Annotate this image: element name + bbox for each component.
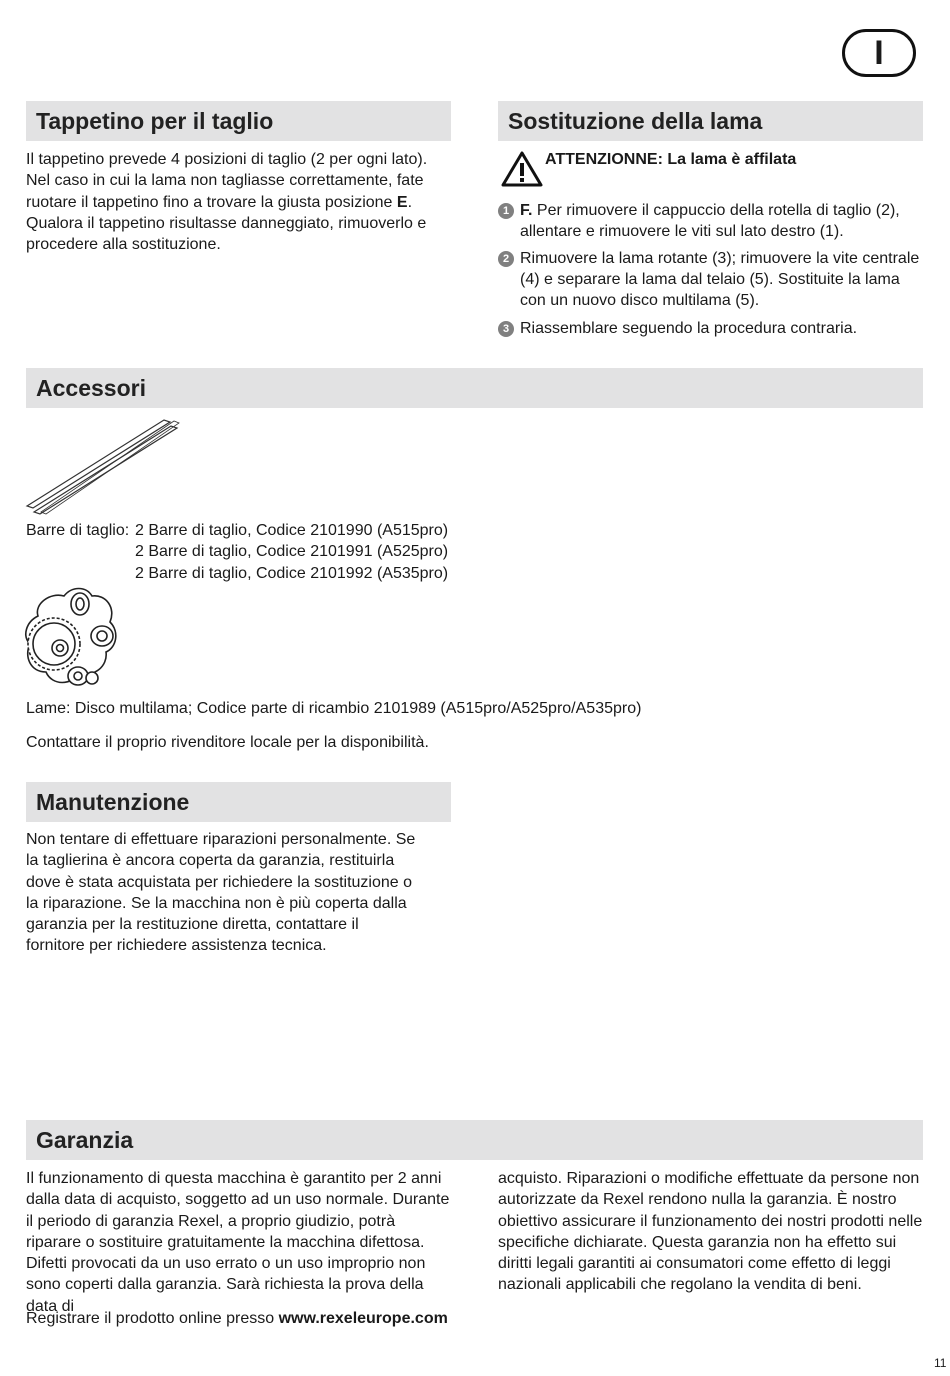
garanzia-column-1: Il funzionamento di questa macchina è garantito per 2 anni dalla data di acquisto, soggetto ad un uso normale. Durante il periodo di garanzia Rexel, a proprio giudizio, potrà riparare o sostituire gratuitamente la macchina difettosa. Difetti provocati da un uso errato o un uso improprio non sono coperti dalla garanzia. Sarà richiesta la prova della data di xyxy=(26,1170,450,1315)
availability-note: Contattare il proprio rivenditore locale per la disponibilità. xyxy=(26,734,429,751)
garanzia-column-2: acquisto. Riparazioni o modifiche effettuate da persone non autorizzate da Rexel rendono nulla la garanzia. È nostro obiettivo assicurare il funzionamento dei nostri prodotti nelle specifiche dichiarate. Questa garanzia non ha effetto sui diritti legali garantiti ai consumatori come effetto di leggi nazionali applicabili che regolano la vendita di beni. xyxy=(498,1170,923,1294)
section-title-sostituzione: Sostituzione della lama xyxy=(498,101,923,141)
step-3-text: Riassemblare seguendo la procedura contraria. xyxy=(520,320,858,337)
register-text: Registrare il prodotto online presso xyxy=(26,1310,279,1327)
register-link[interactable]: www.rexeleurope.com xyxy=(278,1310,448,1327)
manutenzione-paragraph: Non tentare di effettuare riparazioni personalmente. Se la taglierina è ancora coperta da garanzia, restituirla dove è stata acquistata per richiedere la sostituzione o la riparazione. Se la macchina non è più coperta dalla garanzia per la restituzione diretta, contattare il fornitore per richiedere assistenza tecnica. xyxy=(26,831,416,955)
section-title-garanzia: Garanzia xyxy=(26,1120,923,1160)
step-2-text: Rimuovere la lama rotante (3); rimuovere la vite centrale (4) e separare la lama dal telaio (5). Sostituite la lama con un nuovo disco multilama (5). xyxy=(520,250,920,309)
section-title-tappetino: Tappetino per il taglio xyxy=(26,101,451,141)
blade-disc-illustration xyxy=(20,586,124,696)
tappetino-text-2: . Qualora il tappetino risultasse danneggiato, rimuoverlo e procedere alla sostituzione. xyxy=(26,193,427,254)
barre-item-3: 2 Barre di taglio, Codice 2101992 (A535pro) xyxy=(135,564,449,582)
section-title-manutenzione: Manutenzione xyxy=(26,782,451,822)
page-number: 11 xyxy=(934,1356,947,1370)
tappetino-text-1: Il tappetino prevede 4 posizioni di taglio (2 per ogni lato). Nel caso in cui la lama non tagliasse correttamente, fate ruotare il tappetino fino a trovare la giusta posizione xyxy=(26,151,428,211)
section-title-accessori: Accessori xyxy=(26,368,923,408)
warning-text: ATTENZIONNE: La lama è affilata xyxy=(545,151,797,168)
barre-item-2: 2 Barre di taglio, Codice 2101991 (A525pro) xyxy=(135,543,449,561)
lame-line: Lame: Disco multilama; Codice parte di ricambio 2101989 (A515pro/A525pro/A535pro) xyxy=(26,700,642,717)
step-number-3: 3 xyxy=(498,321,514,337)
cutting-strips-illustration xyxy=(24,418,184,516)
barre-list xyxy=(135,520,448,584)
barre-label: Barre di taglio: xyxy=(26,522,130,539)
step-2 xyxy=(498,248,923,311)
step-number-1: 1 xyxy=(498,203,514,219)
tappetino-paragraph xyxy=(26,149,451,255)
language-badge: I xyxy=(842,29,916,77)
step-1 xyxy=(498,200,923,242)
tappetino-position-e: E xyxy=(396,193,408,211)
warning-icon xyxy=(500,150,544,188)
step-number-2: 2 xyxy=(498,251,514,267)
barre-item-1: 2 Barre di taglio, Codice 2101990 (A515pro) xyxy=(135,522,449,539)
step-3 xyxy=(498,318,923,339)
step-1-text: Per rimuovere il cappuccio della rotella di taglio (2), allentare e rimuovere le viti sul lato destro (1). xyxy=(520,202,900,240)
register-line xyxy=(26,1308,448,1329)
step-1-figure-ref: F. xyxy=(520,202,533,219)
